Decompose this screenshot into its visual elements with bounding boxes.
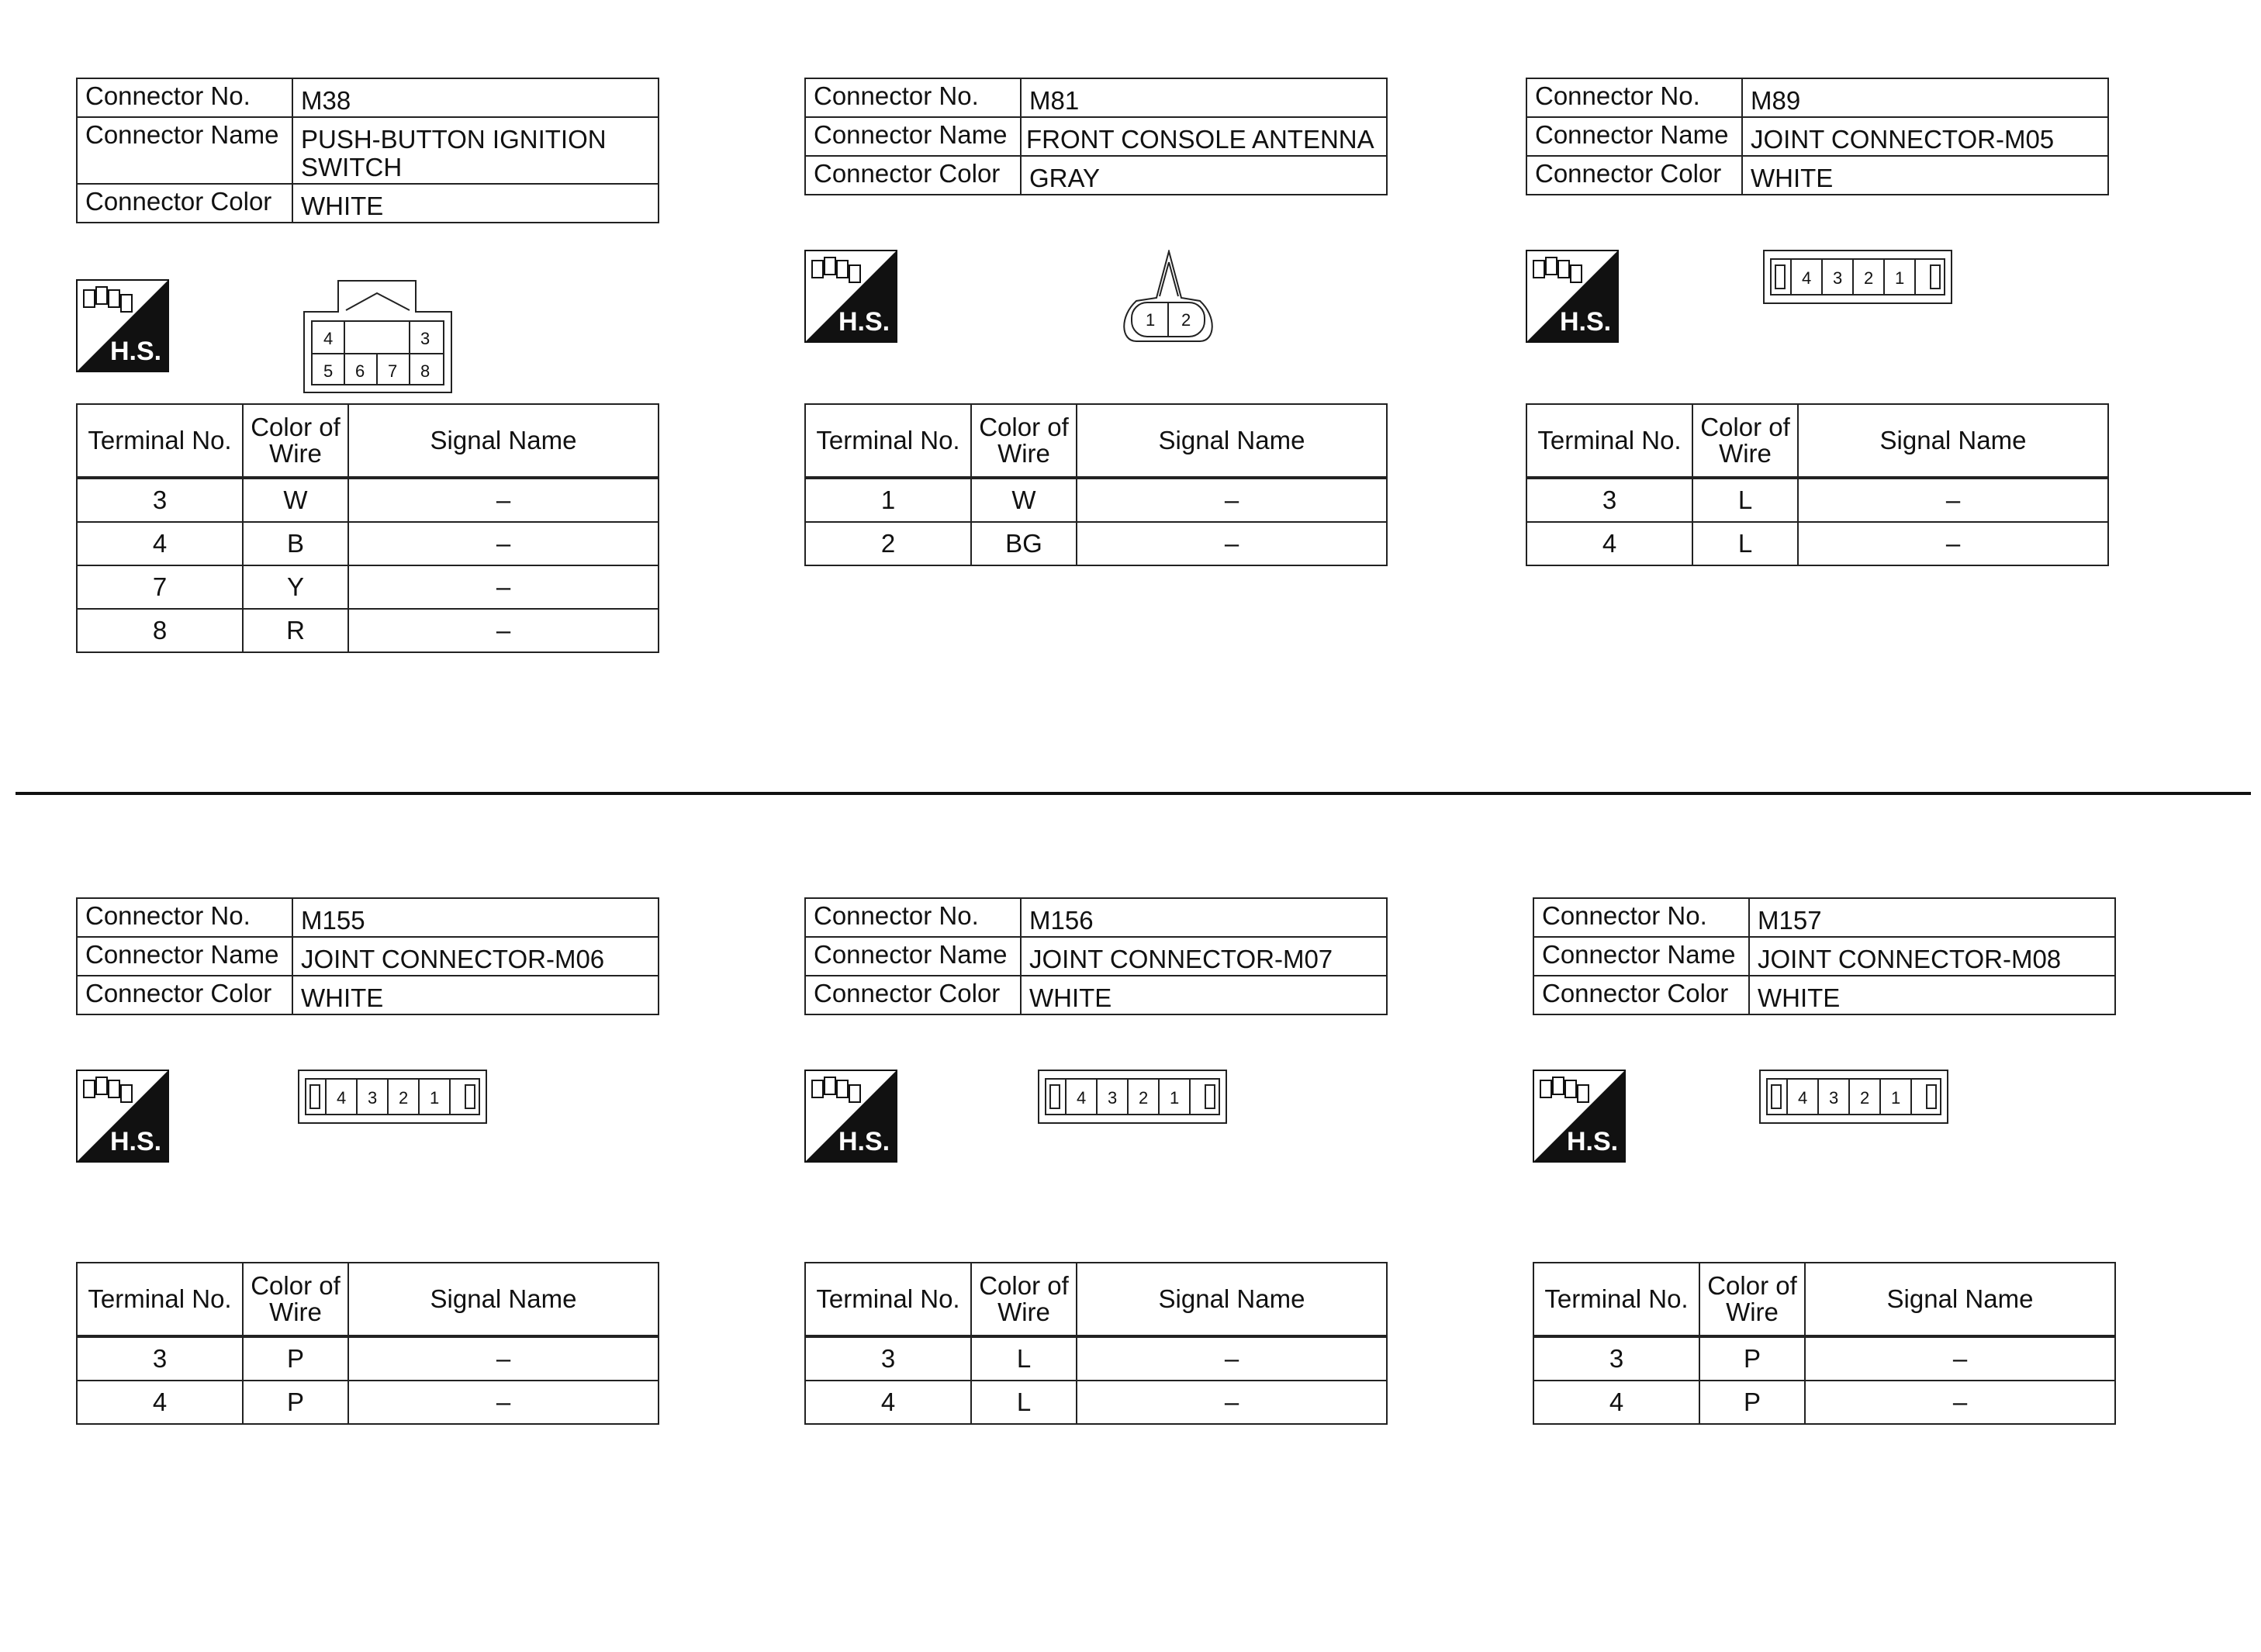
- color-of-wire-header: [1692, 404, 1798, 478]
- terminal-no-cell: 3: [1526, 478, 1692, 522]
- pin-label-7: 7: [388, 361, 398, 381]
- signal-name-header: Signal Name: [1077, 1263, 1387, 1336]
- connector-no-row: [805, 78, 1387, 117]
- wire-color-cell: R: [243, 609, 348, 652]
- table-row: [805, 1336, 1387, 1381]
- connector-name-label: Connector Name: [1526, 117, 1742, 156]
- wire-color-cell: W: [971, 478, 1077, 522]
- terminal-no-cell: 4: [1526, 522, 1692, 565]
- signal-name-cell: –: [348, 1381, 659, 1424]
- terminal-no-cell: 3: [77, 1336, 243, 1381]
- connector-name-value: JOINT CONNECTOR-M05: [1742, 117, 2108, 156]
- wire-color-cell: Y: [243, 565, 348, 609]
- hs-label: H.S.: [838, 1127, 890, 1156]
- connector-block-m157: [1533, 897, 2122, 1416]
- connector-face-diagram: [298, 1070, 487, 1124]
- terminal-no-header: Terminal No.: [77, 404, 243, 478]
- terminal-table: [804, 403, 1388, 566]
- color-of-wire-line2: Wire: [269, 1298, 322, 1326]
- connector-color-value: WHITE: [292, 184, 659, 223]
- connector-name-value: FRONT CONSOLE ANTENNA: [1021, 117, 1387, 156]
- signal-name-cell: –: [1077, 1381, 1387, 1424]
- connector-no-value: M89: [1742, 78, 2108, 117]
- hs-label: H.S.: [1560, 307, 1612, 337]
- pin-label-8: 8: [420, 361, 430, 381]
- terminal-no-header: Terminal No.: [1533, 1263, 1699, 1336]
- terminal-table-header: [77, 1263, 659, 1336]
- signal-name-header: Signal Name: [348, 1263, 659, 1336]
- pin-label-4: 4: [323, 329, 334, 348]
- wire-color-cell: BG: [971, 522, 1077, 565]
- pin-label-4: 4: [337, 1088, 347, 1108]
- signal-name-header: Signal Name: [1077, 404, 1387, 478]
- pin-label-2: 2: [1864, 268, 1874, 288]
- connector-block-m156: [804, 897, 1394, 1416]
- signal-name-cell: –: [348, 478, 659, 522]
- connector-name-label: Connector Name: [805, 937, 1021, 976]
- terminal-table: [1533, 1262, 2116, 1425]
- connector-color-value: GRAY: [1021, 156, 1387, 195]
- terminal-no-cell: 4: [77, 522, 243, 565]
- terminal-no-cell: 4: [805, 1381, 971, 1424]
- connector-no-label: Connector No.: [805, 78, 1021, 117]
- hs-label: H.S.: [838, 307, 890, 337]
- connector-name-row: [77, 117, 659, 184]
- connector-color-label: Connector Color: [77, 184, 292, 223]
- color-of-wire-line2: Wire: [269, 439, 322, 468]
- connector-no-label: Connector No.: [77, 898, 292, 937]
- terminal-no-cell: 7: [77, 565, 243, 609]
- terminal-no-cell: 3: [77, 478, 243, 522]
- pin-label-3: 3: [1829, 1088, 1839, 1108]
- connector-no-label: Connector No.: [1526, 78, 1742, 117]
- table-row: [805, 522, 1387, 565]
- pin-label-4: 4: [1077, 1088, 1087, 1108]
- signal-name-cell: –: [1077, 522, 1387, 565]
- connector-color-label: Connector Color: [805, 156, 1021, 195]
- connector-no-value: M156: [1021, 898, 1387, 937]
- pin-label-2: 2: [1139, 1088, 1149, 1108]
- pin-label-2: 2: [1860, 1088, 1870, 1108]
- connector-face-diagram: [1759, 1070, 1948, 1124]
- table-row: [1526, 478, 2108, 522]
- terminal-no-cell: 3: [1533, 1336, 1699, 1381]
- connector-name-row: [77, 937, 659, 976]
- connector-name-label: Connector Name: [77, 937, 292, 976]
- hs-icon: [76, 279, 169, 372]
- color-of-wire-line1: Color of: [251, 1271, 341, 1300]
- terminal-no-cell: 1: [805, 478, 971, 522]
- table-row: [77, 478, 659, 522]
- hs-icon: [1526, 250, 1619, 343]
- signal-name-cell: –: [1077, 478, 1387, 522]
- connector-info-table: [804, 78, 1388, 195]
- hs-icon: [1533, 1070, 1626, 1163]
- wire-color-cell: L: [971, 1381, 1077, 1424]
- color-of-wire-line2: Wire: [997, 439, 1050, 468]
- wire-color-cell: L: [1692, 478, 1798, 522]
- table-row: [805, 478, 1387, 522]
- signal-name-cell: –: [348, 522, 659, 565]
- table-row: [77, 522, 659, 565]
- connector-color-row: [805, 156, 1387, 195]
- terminal-table: [76, 1262, 659, 1425]
- table-row: [77, 565, 659, 609]
- terminal-table: [804, 1262, 1388, 1425]
- connector-name-label: Connector Name: [1533, 937, 1749, 976]
- pin-label-6: 6: [355, 361, 365, 381]
- pin-label-3: 3: [1108, 1088, 1118, 1108]
- connector-color-label: Connector Color: [805, 976, 1021, 1014]
- wire-color-cell: P: [1699, 1336, 1805, 1381]
- signal-name-cell: –: [348, 1336, 659, 1381]
- hs-icon: [804, 250, 897, 343]
- signal-name-header: Signal Name: [348, 404, 659, 478]
- wire-color-cell: W: [243, 478, 348, 522]
- terminal-no-cell: 4: [77, 1381, 243, 1424]
- signal-name-cell: –: [1798, 478, 2108, 522]
- connector-block-m38: [76, 78, 666, 645]
- terminal-table-header: [1526, 404, 2108, 478]
- hs-label: H.S.: [110, 337, 162, 366]
- wire-color-cell: B: [243, 522, 348, 565]
- connector-color-row: [1533, 976, 2115, 1014]
- signal-name-cell: –: [1805, 1336, 2115, 1381]
- pin-label-4: 4: [1802, 268, 1812, 288]
- connector-no-value: M81: [1021, 78, 1387, 117]
- terminal-no-header: Terminal No.: [1526, 404, 1692, 478]
- connector-name-label: Connector Name: [805, 117, 1021, 156]
- connector-name-value: JOINT CONNECTOR-M06: [292, 937, 659, 976]
- pin-label-1: 1: [430, 1088, 440, 1108]
- color-of-wire-line2: Wire: [1719, 439, 1772, 468]
- connector-color-label: Connector Color: [77, 976, 292, 1014]
- wire-color-cell: L: [971, 1336, 1077, 1381]
- signal-name-cell: –: [1805, 1381, 2115, 1424]
- pin-label-2: 2: [399, 1088, 409, 1108]
- color-of-wire-line2: Wire: [1726, 1298, 1779, 1326]
- connector-face-diagram: [1118, 250, 1219, 343]
- connector-face-diagram: [1763, 250, 1952, 304]
- terminal-no-cell: 8: [77, 609, 243, 652]
- pin-label-1: 1: [1895, 268, 1905, 288]
- connector-no-label: Connector No.: [77, 78, 292, 117]
- connector-info-table: [76, 897, 659, 1015]
- connector-info-table: [1533, 897, 2116, 1015]
- pin-label-1: 1: [1146, 310, 1156, 330]
- signal-name-cell: –: [348, 609, 659, 652]
- connector-color-row: [77, 184, 659, 223]
- table-row: [77, 1381, 659, 1424]
- hs-icon: [804, 1070, 897, 1163]
- connector-face-diagram: [1038, 1070, 1227, 1124]
- connector-name-row: [805, 937, 1387, 976]
- color-of-wire-header: [971, 404, 1077, 478]
- color-of-wire-header: [1699, 1263, 1805, 1336]
- terminal-no-header: Terminal No.: [805, 404, 971, 478]
- connector-color-value: WHITE: [1749, 976, 2115, 1014]
- connector-face-diagram: [303, 279, 453, 394]
- connector-no-value: M38: [292, 78, 659, 117]
- table-row: [1526, 522, 2108, 565]
- connector-block-m81: [804, 78, 1394, 558]
- terminal-table-header: [805, 404, 1387, 478]
- connector-no-row: [77, 898, 659, 937]
- connector-name-row: [805, 117, 1387, 156]
- terminal-no-cell: 3: [805, 1336, 971, 1381]
- connector-no-value: M155: [292, 898, 659, 937]
- terminal-table: [76, 403, 659, 653]
- color-of-wire-line1: Color of: [979, 413, 1069, 441]
- terminal-table-header: [805, 1263, 1387, 1336]
- connector-color-row: [77, 976, 659, 1014]
- connector-color-row: [805, 976, 1387, 1014]
- connector-no-row: [1526, 78, 2108, 117]
- terminal-no-cell: 2: [805, 522, 971, 565]
- signal-name-cell: –: [1798, 522, 2108, 565]
- color-of-wire-header: [243, 1263, 348, 1336]
- pin-label-1: 1: [1170, 1088, 1180, 1108]
- connector-color-label: Connector Color: [1533, 976, 1749, 1014]
- pin-label-3: 3: [368, 1088, 378, 1108]
- connector-no-row: [77, 78, 659, 117]
- table-row: [1533, 1381, 2115, 1424]
- connector-name-value: JOINT CONNECTOR-M08: [1749, 937, 2115, 976]
- connector-no-row: [805, 898, 1387, 937]
- connector-block-m89: [1526, 78, 2115, 558]
- terminal-no-cell: 4: [1533, 1381, 1699, 1424]
- connector-info-table: [1526, 78, 2109, 195]
- color-of-wire-line1: Color of: [979, 1271, 1069, 1300]
- table-row: [805, 1381, 1387, 1424]
- connector-info-table: [804, 897, 1388, 1015]
- color-of-wire-header: [243, 404, 348, 478]
- pin-label-3: 3: [420, 329, 430, 348]
- signal-name-cell: –: [1077, 1336, 1387, 1381]
- pin-label-2: 2: [1181, 310, 1191, 330]
- connector-color-value: WHITE: [1021, 976, 1387, 1014]
- connector-color-row: [1526, 156, 2108, 195]
- signal-name-header: Signal Name: [1805, 1263, 2115, 1336]
- connector-no-value: M157: [1749, 898, 2115, 937]
- color-of-wire-line1: Color of: [1700, 413, 1790, 441]
- terminal-table: [1526, 403, 2109, 566]
- connector-name-value: PUSH-BUTTON IGNITION SWITCH: [292, 117, 659, 184]
- connector-name-label: Connector Name: [77, 117, 292, 184]
- signal-name-header: Signal Name: [1798, 404, 2108, 478]
- connector-color-value: WHITE: [292, 976, 659, 1014]
- color-of-wire-header: [971, 1263, 1077, 1336]
- wire-color-cell: L: [1692, 522, 1798, 565]
- color-of-wire-line1: Color of: [1707, 1271, 1797, 1300]
- wire-color-cell: P: [243, 1336, 348, 1381]
- color-of-wire-line1: Color of: [251, 413, 341, 441]
- connector-info-table: [76, 78, 659, 223]
- color-of-wire-line2: Wire: [997, 1298, 1050, 1326]
- connector-color-label: Connector Color: [1526, 156, 1742, 195]
- section-divider: [16, 792, 2251, 795]
- connector-no-label: Connector No.: [1533, 898, 1749, 937]
- connector-color-value: WHITE: [1742, 156, 2108, 195]
- connector-block-m155: [76, 897, 666, 1416]
- terminal-no-header: Terminal No.: [77, 1263, 243, 1336]
- pin-label-4: 4: [1798, 1088, 1808, 1108]
- table-row: [77, 609, 659, 652]
- table-row: [77, 1336, 659, 1381]
- wire-color-cell: P: [1699, 1381, 1805, 1424]
- pin-label-1: 1: [1891, 1088, 1901, 1108]
- connector-no-row: [1533, 898, 2115, 937]
- connector-name-row: [1526, 117, 2108, 156]
- table-row: [1533, 1336, 2115, 1381]
- signal-name-cell: –: [348, 565, 659, 609]
- hs-label: H.S.: [110, 1127, 162, 1156]
- connector-name-value: JOINT CONNECTOR-M07: [1021, 937, 1387, 976]
- connector-name-row: [1533, 937, 2115, 976]
- hs-icon: [76, 1070, 169, 1163]
- pin-label-5: 5: [323, 361, 334, 381]
- wire-color-cell: P: [243, 1381, 348, 1424]
- connector-no-label: Connector No.: [805, 898, 1021, 937]
- terminal-table-header: [1533, 1263, 2115, 1336]
- hs-label: H.S.: [1567, 1127, 1619, 1156]
- terminal-no-header: Terminal No.: [805, 1263, 971, 1336]
- pin-label-3: 3: [1833, 268, 1843, 288]
- terminal-table-header: [77, 404, 659, 478]
